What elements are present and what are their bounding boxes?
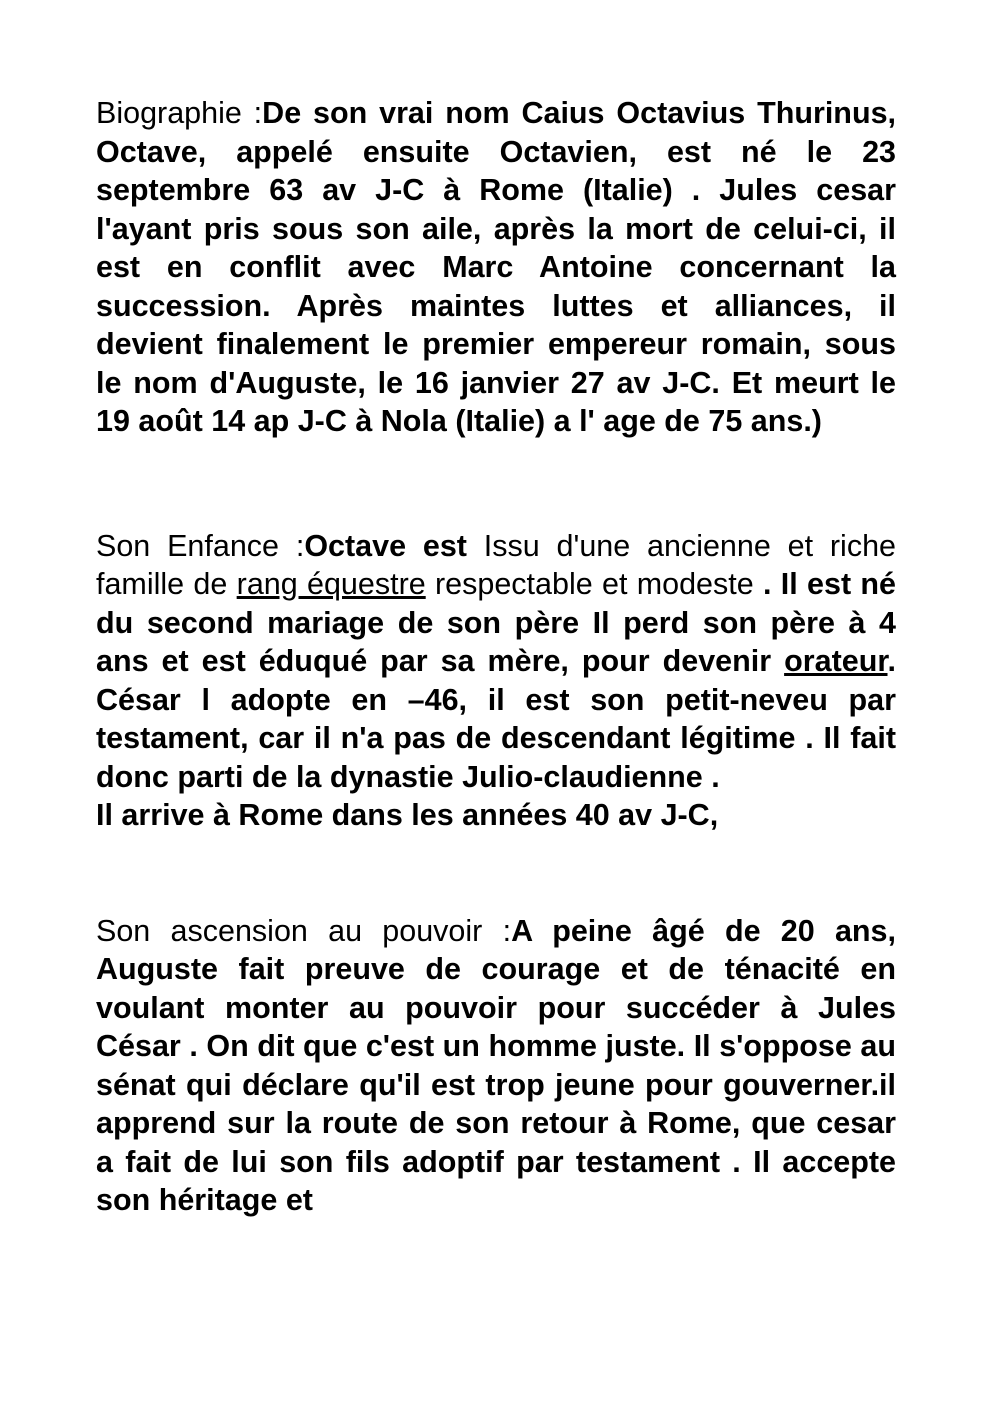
childhood-bold-intro: Octave est xyxy=(304,528,467,563)
ascension-label: Son ascension au pouvoir : xyxy=(96,913,512,948)
biography-paragraph xyxy=(96,94,896,441)
childhood-label: Son Enfance : xyxy=(96,528,305,563)
ascension-text: A peine âgé de 20 ans, Auguste fait preuve de courage et de ténacité en voulant monter au pouvoir pour succéder à Jules César . On dit que c'est un homme juste. Il s'oppose au sénat qui déclare qu'il est trop jeune pour gouverner.il apprend sur la route de son retour à Rome, que cesar a fait de lui son fils adoptif par testament . Il accepte son héritage et xyxy=(96,913,896,1217)
childhood-last-line: Il arrive à Rome dans les années 40 av J-C, xyxy=(96,798,719,832)
document-page xyxy=(96,94,896,1220)
section-spacer xyxy=(96,835,896,912)
childhood-bold-text-2: . César l adopte en –46, il est son petit-neveu par testament, car il n'a pas de descendant légitime . Il fait donc parti de la dynastie Julio-claudienne . xyxy=(96,644,896,794)
childhood-paragraph xyxy=(96,527,896,835)
biography-text: De son vrai nom Caius Octavius Thurinus, Octave, appelé ensuite Octavien, est né le 23 septembre 63 av J-C à Rome (Italie) . Jules cesar l'ayant pris sous son aile, après la mort de celui-ci, il est en conflit avec Marc Antoine concernant la succession. Après maintes luttes et alliances, il devient finalement le premier empereur romain, sous le nom d'Auguste, le 16 janvier 27 av J-C. Et meurt le 19 août 14 ap J-C à Nola (Italie) a l' age de 75 ans.) xyxy=(96,96,897,438)
ascension-paragraph xyxy=(96,912,896,1220)
section-spacer xyxy=(96,441,896,527)
childhood-text-2: respectable et modeste xyxy=(425,567,763,601)
childhood-bold-text-1: . Il est né du second mariage de son père Il perd son père à 4 ans et est éduqué par sa mère, pour devenir xyxy=(96,567,896,678)
orateur-link[interactable]: orateur xyxy=(784,644,888,678)
biography-label: Biographie : xyxy=(96,96,263,130)
rang-equestre-link[interactable]: rang équestre xyxy=(236,567,426,601)
childhood-text-1: Issu d'une ancienne et riche famille de xyxy=(96,528,897,601)
